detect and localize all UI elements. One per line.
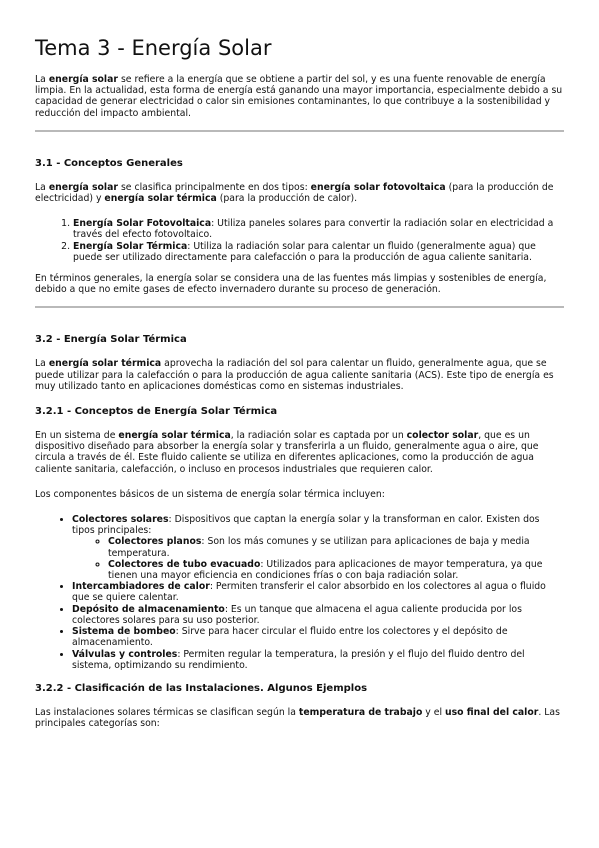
paragraph-components-lead: Los componentes básicos de un sistema de energía solar térmica incluyen: (35, 488, 385, 500)
list-item: • Colectores solares: Dispositivos que captan la energía solar y la transforman en calor. Existen dos tipos principales: ◦ Colectores planos: Son los más comunes y se utilizan para aplicaciones de baja y media temperatura. ◦ Colectores de tubo evacuado: Utilizados para aplicaciones de mayor temperatura, ya que tienen una mayor eficiencia en condiciones frías o con baja radiación solar. (72, 514, 564, 581)
intro-paragraph: La energía solar se refiere a la energía que se obtiene a partir del sol, y es una fuente renovable de energía limpia. En la actualidad, esta forma de energía está ganando una mayor importancia, especialmente debido a su capacidad de generar electricidad o calor sin emisiones contaminantes, lo que contribuye a la sostenibilidad y reducción del impacto ambiental. (35, 74, 563, 119)
list-item: • Depósito de almacenamiento: Es un tanque que almacena el agua caliente producida por los colectores solares para su uso posterior. (72, 604, 564, 626)
page-title: Tema 3 - Energía Solar (35, 36, 272, 60)
collector-types-list (72, 536, 564, 581)
list-item: • Válvulas y controles: Permiten regular la temperatura, la presión y el flujo del fluido dentro del sistema, optimizando su rendimiento. (72, 649, 564, 671)
list-item: • Sistema de bombeo: Sirve para hacer circular el fluido entre los colectores y el depósito de almacenamiento. (72, 626, 564, 648)
section-heading-3-2: 3.2 - Energía Solar Térmica (35, 334, 187, 346)
energy-types-list (35, 218, 564, 263)
list-item: ◦ Colectores de tubo evacuado: Utilizados para aplicaciones de mayor temperatura, ya que tienen una mayor eficiencia en condiciones frías o con baja radiación solar. (108, 559, 564, 581)
section-divider (35, 130, 564, 132)
section-heading-3-2-1: 3.2.1 - Conceptos de Energía Solar Térmica (35, 406, 278, 418)
paragraph-3-1-intro: La energía solar se clasifica principalmente en dos tipos: energía solar fotovoltaica (para la producción de electricidad) y energía solar térmica (para la producción de calor). (35, 181, 554, 205)
section-heading-3-2-2: 3.2.2 - Clasificación de las Instalaciones. Algunos Ejemplos (35, 682, 368, 694)
paragraph-3-2-1-intro: En un sistema de energía solar térmica, la radiación solar es captada por un colector solar, que es un dispositivo diseñado para absorber la energía solar y transferirla a un fluido, generalmente agua o aire, que circula a través de él. Este fluido caliente se utiliza en diferentes aplicaciones, como la producción de agua caliente sanitaria, calefacción, o incluso en procesos industriales que requieren calor. (35, 430, 539, 475)
section-divider (35, 306, 564, 308)
list-item: ◦ Colectores planos: Son los más comunes y se utilizan para aplicaciones de baja y media temperatura. (108, 536, 564, 558)
list-item: 2. Energía Solar Térmica: Utiliza la radiación solar para calentar un fluido (generalmente agua) que puede ser utilizado directamente para calefacción o para la producción de agua caliente sanitaria. (73, 241, 564, 263)
paragraph-3-2-intro: La energía solar térmica aprovecha la radiación del sol para calentar un fluido, generalmente agua, que se puede utilizar para la calefacción o para la producción de agua caliente sanitaria (ACS). Este tipo de energía es muy utilizado tanto en aplicaciones domésticas como en sistemas industriales. (35, 358, 554, 392)
section-heading-3-1: 3.1 - Conceptos Generales (35, 157, 183, 169)
paragraph-3-1-summary: En términos generales, la energía solar se considera una de las fuentes más limpias y sostenibles de energía, debido a que no emite gases de efecto invernadero durante su proceso de generación. (35, 273, 547, 296)
list-item: • Intercambiadores de calor: Permiten transferir el calor absorbido en los colectores al agua o fluido que se quiere calentar. (72, 581, 564, 603)
components-list (35, 514, 564, 671)
paragraph-3-2-2-intro: Las instalaciones solares térmicas se clasifican según la temperatura de trabajo y el uso final del calor. Las principales categorías son: (35, 706, 560, 730)
list-item: 1. Energía Solar Fotovoltaica: Utiliza paneles solares para convertir la radiación solar en electricidad a través del efecto fotovoltaico. (73, 218, 564, 240)
